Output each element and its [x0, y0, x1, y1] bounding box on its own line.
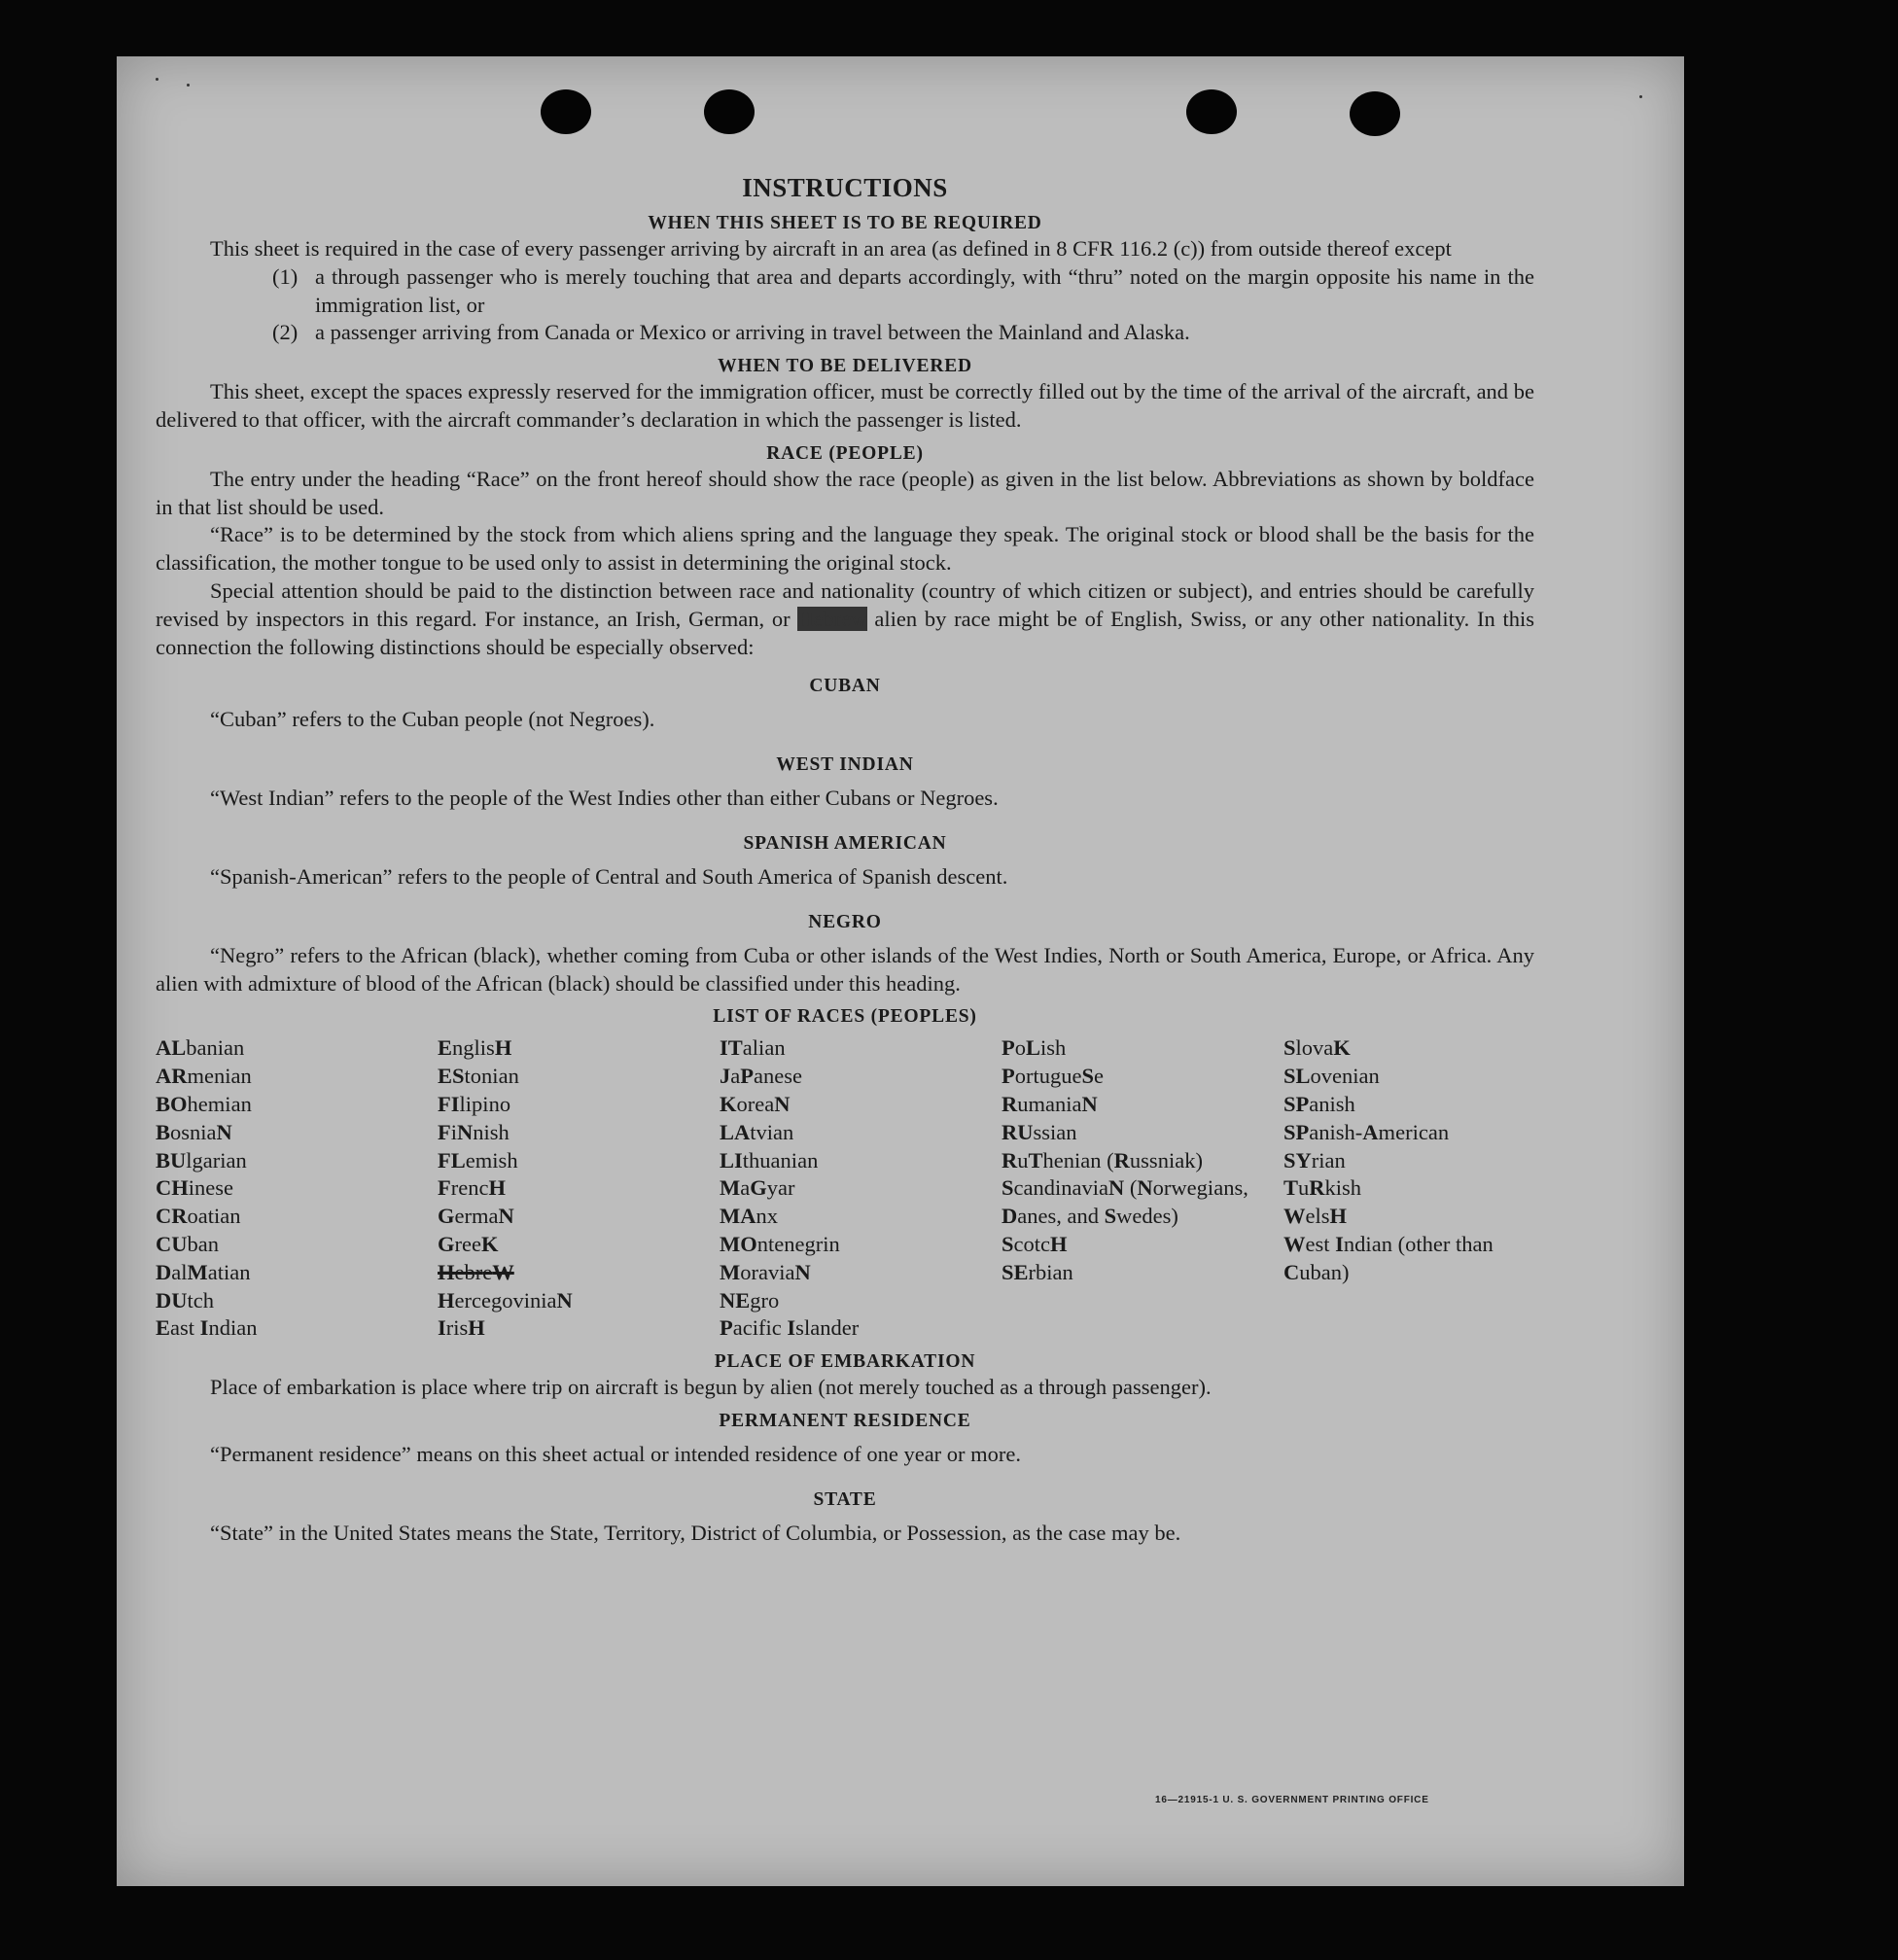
instructions-content: [156, 171, 1534, 1548]
race-item: SErbian: [1002, 1259, 1073, 1284]
punch-hole: [704, 89, 755, 134]
race-item: RUssian: [1002, 1119, 1077, 1144]
section-heading-state: STATE: [813, 1488, 877, 1510]
spanish-american-paragraph: “Spanish-American” refers to the people of Central and South America of Spanish descent.: [210, 863, 1008, 889]
race-column: [156, 1034, 438, 1343]
redacted-word: Hebrew: [797, 606, 867, 631]
race-item: ALbanian: [156, 1035, 245, 1061]
race-item: BOhemian: [156, 1091, 252, 1116]
cuban-paragraph: “Cuban” refers to the Cuban people (not Negroes).: [210, 707, 655, 732]
race-paragraph-1: The entry under the heading “Race” on the front hereof should show the race (people) as given in the list below. Abbreviations as shown by boldface in that list should be used.: [156, 466, 1534, 519]
race-column: [1283, 1034, 1534, 1343]
race-item: CUban: [156, 1231, 219, 1256]
section-heading-spanish-american: SPANISH AMERICAN: [743, 832, 947, 854]
race-item: SPanish: [1283, 1091, 1355, 1116]
race-item: PortugueSe: [1002, 1064, 1105, 1089]
race-item: TuRkish: [1283, 1175, 1362, 1201]
race-item: DUtch: [156, 1287, 215, 1312]
section-heading-race: RACE (PEOPLE): [766, 442, 924, 464]
race-item: FrencH: [438, 1175, 507, 1201]
section-heading-negro: NEGRO: [808, 911, 882, 932]
race-item: JaPanese: [720, 1064, 803, 1089]
punch-hole: [1350, 91, 1400, 136]
race-item: ScotcH: [1002, 1231, 1068, 1256]
race-item: FIlipino: [438, 1091, 511, 1116]
race-column: [438, 1034, 720, 1343]
race-item: ARmenian: [156, 1064, 252, 1089]
section-heading-residence: PERMANENT RESIDENCE: [719, 1410, 971, 1431]
embarkation-paragraph: Place of embarkation is place where trip on aircraft is begun by alien (not merely touched as a through passenger).: [210, 1375, 1212, 1400]
race-item: MOntenegrin: [720, 1231, 840, 1256]
race-item: LIthuanian: [720, 1147, 819, 1172]
race-item-redacted: HebreW: [438, 1259, 514, 1284]
race-paragraph-2: “Race” is to be determined by the stock from which aliens spring and the language they speak. The original stock or blood shall be the basis for the classification, the mother tongue to be used only to assist in determining the original stock.: [156, 522, 1534, 576]
race-item: HercegoviniaN: [438, 1287, 573, 1312]
race-item: SYrian: [1283, 1147, 1346, 1172]
required-paragraph: This sheet is required in the case of every passenger arriving by aircraft in an area (as defined in 8 CFR 116.2 (c)) from outside thereof except: [210, 236, 1452, 261]
residence-paragraph: “Permanent residence” means on this sheet actual or intended residence of one year or more.: [210, 1441, 1022, 1466]
race-list: [156, 1034, 1534, 1343]
race-column: [1002, 1034, 1283, 1343]
punch-hole: [541, 89, 591, 134]
race-item: West Indian (other than Cuban): [1283, 1231, 1494, 1284]
punch-hole: [1186, 89, 1237, 134]
race-item: MoraviaN: [720, 1259, 811, 1284]
delivered-paragraph: This sheet, except the spaces expressly reserved for the immigration officer, must be correctly filled out by the time of the arrival of the aircraft, and be delivered to that officer, with the aircraft commander’s declaration in which the passenger is listed.: [156, 379, 1534, 432]
race-item: MAnx: [720, 1204, 778, 1229]
exception-item-2: (2) a passenger arriving from Canada or Mexico or arriving in travel between the Mainland and Alaska.: [272, 320, 1190, 345]
section-heading-embarkation: PLACE OF EMBARKATION: [714, 1351, 976, 1373]
race-item: BosniaN: [156, 1119, 232, 1144]
section-heading-required: WHEN THIS SHEET IS TO BE REQUIRED: [648, 213, 1042, 233]
section-heading-west-indian: WEST INDIAN: [776, 754, 914, 776]
negro-paragraph: “Negro” refers to the African (black), whether coming from Cuba or other islands of the West Indies, North or South America, Europe, or Africa. Any alien with admixture of blood of the African (black) should be classified under this heading.: [156, 942, 1534, 996]
race-item: GreeK: [438, 1231, 499, 1256]
race-paragraph-3: Special attention should be paid to the distinction between race and nationality (country of which citizen or subject), and entries should be carefully revised by inspectors in this regard. For instance, an Irish, German, or Hebrew alien by race might be of English, Swiss, or any other nationality. In this connection the following distinctions should be especially observed:: [156, 578, 1535, 659]
race-item: CHinese: [156, 1175, 234, 1201]
race-item: CRoatian: [156, 1204, 241, 1229]
state-paragraph: “State” in the United States means the State, Territory, District of Columbia, or Possession, as the case may be.: [210, 1520, 1181, 1545]
race-item: WelsH: [1283, 1204, 1348, 1229]
race-item: EStonian: [438, 1064, 519, 1089]
race-item: ITalian: [720, 1035, 786, 1061]
printing-office-code: 16—21915-1 U. S. GOVERNMENT PRINTING OFFICE: [1155, 1795, 1429, 1805]
race-item: FiNnish: [438, 1119, 510, 1144]
race-item: MaGyar: [720, 1175, 795, 1201]
race-item: IrisH: [438, 1315, 485, 1341]
document-sheet: [117, 56, 1684, 1886]
race-item: LAtvian: [720, 1119, 794, 1144]
exception-item-1: (1) a through passenger who is merely touching that area and departs accordingly, with “thru” noted on the margin opposite his name in the immigration list, or: [272, 263, 1534, 317]
race-item: RumaniaN: [1002, 1091, 1098, 1116]
race-item: ScandinaviaN (Norwegians, Danes, and Swedes): [1002, 1175, 1248, 1229]
race-item: SlovaK: [1283, 1035, 1351, 1061]
page-title: INSTRUCTIONS: [742, 173, 948, 202]
race-item: GermaN: [438, 1204, 514, 1229]
race-item: SPanish-American: [1283, 1119, 1450, 1144]
race-item: DalMatian: [156, 1259, 251, 1284]
section-heading-delivered: WHEN TO BE DELIVERED: [718, 356, 972, 377]
race-column: [720, 1034, 1002, 1343]
race-item: PoLish: [1002, 1035, 1067, 1061]
section-heading-list: LIST OF RACES (PEOPLES): [713, 1006, 977, 1028]
west-indian-paragraph: “West Indian” refers to the people of the West Indies other than either Cubans or Negroes.: [210, 786, 999, 811]
race-item: RuThenian (Russniak): [1002, 1147, 1203, 1172]
race-item: NEgro: [720, 1287, 780, 1312]
section-heading-cuban: CUBAN: [809, 676, 881, 697]
race-item: East Indian: [156, 1315, 258, 1341]
race-item: BUlgarian: [156, 1147, 247, 1172]
race-item: FLemish: [438, 1147, 518, 1172]
race-item: SLovenian: [1283, 1064, 1380, 1089]
race-item: KoreaN: [720, 1091, 791, 1116]
race-item: Pacific Islander: [720, 1315, 860, 1341]
race-item: EnglisH: [438, 1035, 512, 1061]
